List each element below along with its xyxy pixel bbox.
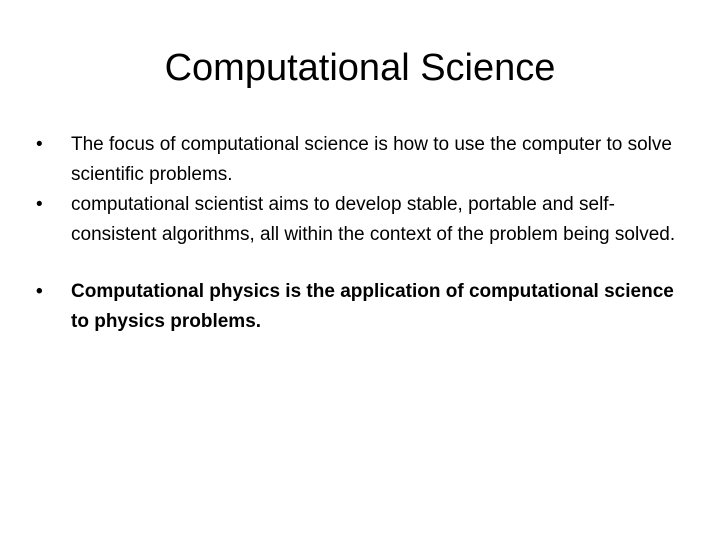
bullet-item-focus (36, 130, 676, 190)
bullet-icon: • (36, 194, 43, 215)
bullet-text: The focus of computational science is how to use the computer to solve scientific problems. (71, 134, 672, 185)
bullet-item-physics (36, 277, 676, 337)
bullet-list (36, 130, 676, 337)
bullet-text: Computational physics is the application of computational science to physics problems. (71, 281, 674, 332)
bullet-item-scientist (36, 190, 676, 250)
slide-title: Computational Science (164, 47, 556, 89)
bullet-text: computational scientist aims to develop stable, portable and self-consistent algorithms, all within the context of the problem being solved. (71, 194, 676, 245)
bullet-icon: • (36, 281, 43, 302)
bullet-icon: • (36, 134, 43, 155)
